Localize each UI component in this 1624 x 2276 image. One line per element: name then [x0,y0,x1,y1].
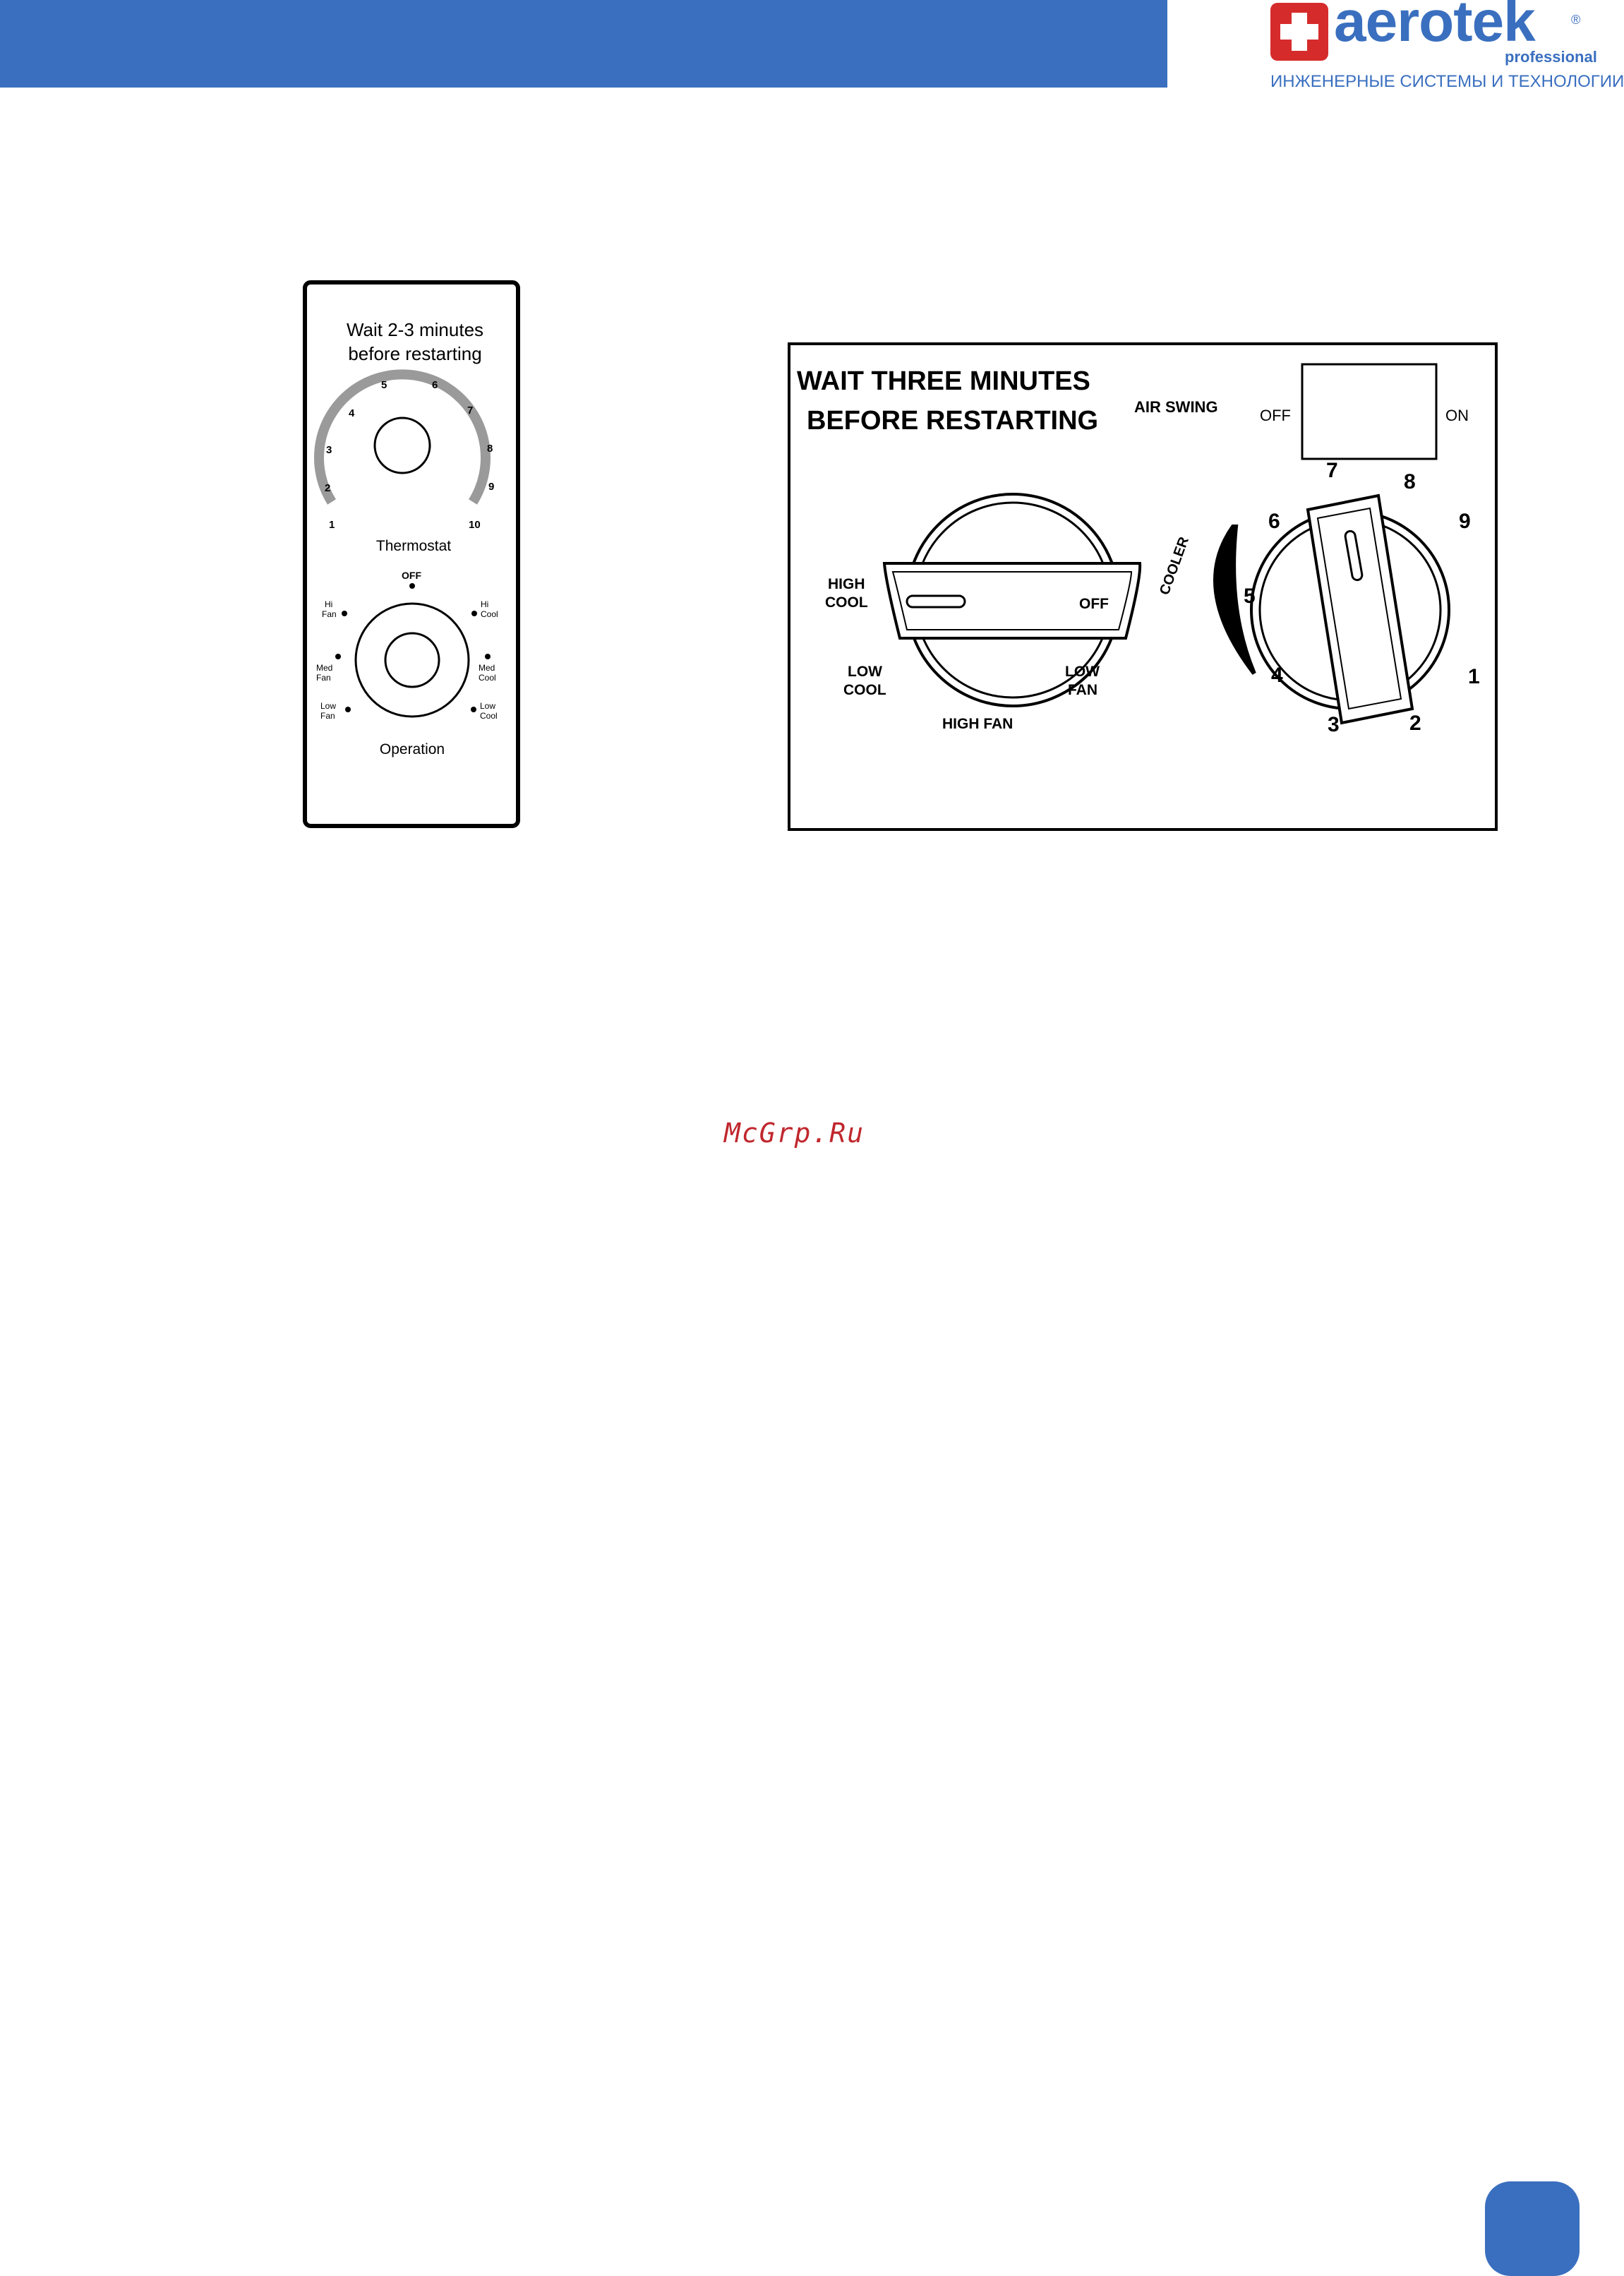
thermostat-number: 2 [325,482,331,494]
mode-low-cool-1: LOW [848,664,882,680]
mode-low-fan-1: LOW [1065,664,1100,680]
cooler-label: COOLER [1157,534,1192,597]
thermostat-number: 10 [469,519,481,531]
left-control-panel [302,280,522,830]
logo-registered: ® [1571,13,1581,27]
op-med-fan-1: Med [316,663,333,673]
thermostat-number: 4 [349,407,355,419]
right-control-panel [787,342,1500,833]
mode-high-fan: HIGH FAN [942,716,1014,732]
temp-number: 9 [1459,510,1471,533]
thermostat-number: 5 [381,379,387,391]
air-swing-switch[interactable] [1302,364,1436,459]
air-swing-label: AIR SWING [1134,398,1218,416]
logo-sub: professional [1505,48,1597,66]
thermostat-number: 6 [432,379,438,391]
thermostat-number: 7 [467,405,474,417]
operation-off: OFF [402,570,421,581]
mode-high-cool-2: COOL [825,594,868,611]
header-bar [0,0,1167,88]
thermostat-label: Thermostat [375,538,452,554]
temp-number: 3 [1328,713,1340,736]
logo-brand: aerotek [1334,0,1535,54]
logo-tagline: ИНЖЕНЕРНЫЕ СИСТЕМЫ И ТЕХНОЛОГИИ [1270,72,1624,91]
op-low-cool-1: Low [480,701,496,711]
wait-notice-line2: before restarting [348,343,482,364]
temp-number: 7 [1326,459,1338,482]
operation-label: Operation [379,741,445,757]
op-hi-cool-2: Cool [481,609,498,619]
op-low-fan-1: Low [320,701,337,711]
mode-high-cool-1: HIGH [828,576,865,592]
mode-low-cool-2: COOL [843,682,886,698]
op-hi-fan-2: Fan [322,609,337,619]
temp-number: 8 [1404,470,1416,493]
temp-number: 6 [1268,510,1280,533]
mode-off: OFF [1079,596,1109,612]
air-swing-off: OFF [1260,407,1291,424]
air-swing-on: ON [1445,407,1469,424]
thermostat-number: 8 [487,443,493,455]
aerotek-logo [1270,0,1624,95]
mode-low-fan-2: FAN [1068,682,1097,698]
op-hi-fan-1: Hi [325,599,333,609]
wait-three-minutes-line1: WAIT THREE MINUTES [797,366,1090,396]
mode-indicator [907,596,965,607]
temp-number: 2 [1409,712,1421,735]
thermostat-knob[interactable] [375,418,430,473]
temp-number: 5 [1244,585,1256,608]
watermark: McGrp.Ru [723,1118,865,1149]
wait-notice-line1: Wait 2-3 minutes [346,319,484,340]
op-med-cool-2: Cool [479,673,496,683]
thermostat-number: 9 [488,481,495,493]
temp-number: 1 [1468,665,1480,688]
op-med-cool-1: Med [479,663,495,673]
thermostat-number: 3 [326,444,332,456]
thermostat-number: 1 [329,519,335,531]
red-cross-icon [1270,3,1328,61]
operation-knob[interactable] [385,633,439,687]
wait-three-minutes-line2: BEFORE RESTARTING [807,406,1099,436]
op-low-fan-2: Fan [320,711,335,721]
op-med-fan-2: Fan [316,673,331,683]
temp-number: 4 [1271,664,1283,687]
op-low-cool-2: Cool [480,711,498,721]
page-number-badge [1485,2181,1580,2276]
op-hi-cool-1: Hi [481,599,489,609]
